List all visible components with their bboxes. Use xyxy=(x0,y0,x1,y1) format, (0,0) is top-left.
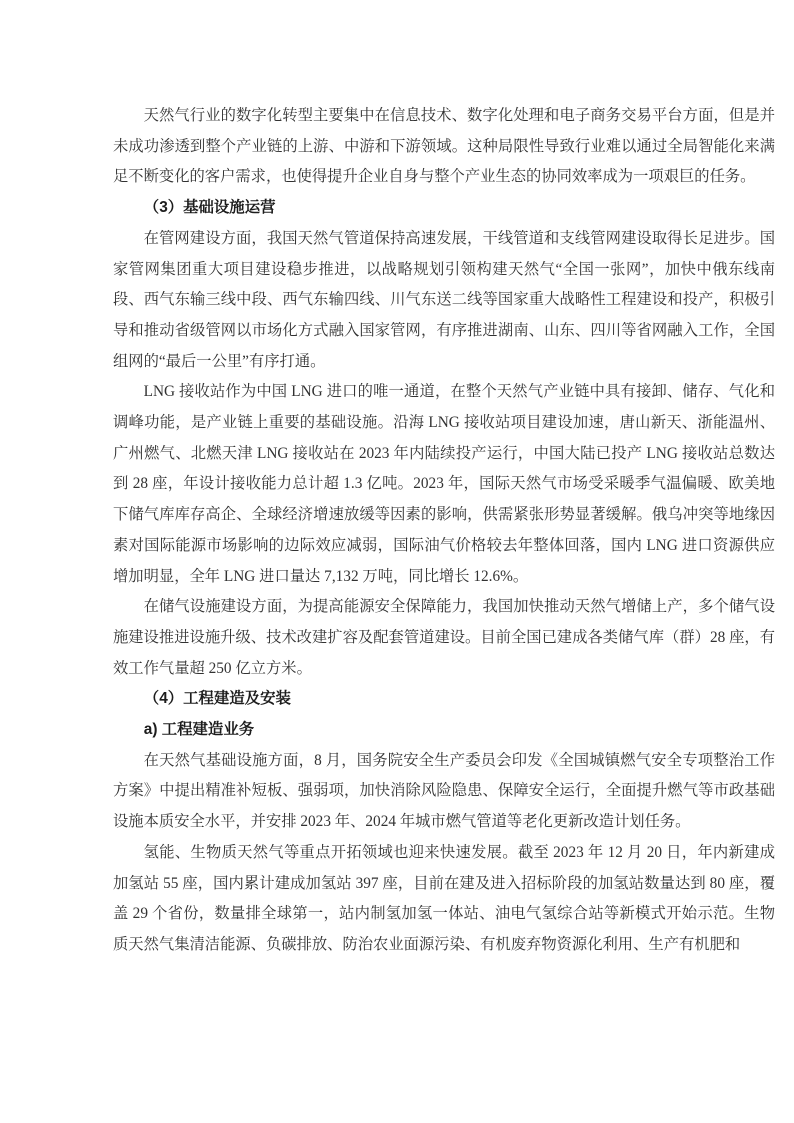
heading-engineering-construction-installation: （4）工程建造及安装 xyxy=(143,690,291,708)
para-pipeline-network: 在管网建设方面，我国天然气管道保持高速发展，干线管道和支线管网建设取得长足进步。国家管网集团重大项目建设稳步推进，以战略规划引领构建天然气“全国一张网”，加快中俄东线南段、西气东输三线中段、西气东输四线、川气东送二线等国家重大战略性工程建设和投产，积极引导和推动省级管网以市场化方式融入国家管网，有序推进湖南、山东、四川等省网融入工作，全国组网的“最后一公里”有序打通。 xyxy=(113,229,775,370)
subheading-engineering-construction-business: a) 工程建造业务 xyxy=(143,721,255,739)
para-lng-terminals: LNG 接收站作为中国 LNG 进口的唯一通道，在整个天然气产业链中具有接卸、储存、气化和调峰功能，是产业链上重要的基础设施。沿海 LNG 接收站项目建设加速，唐山新天、浙能温州、广州燃气、北燃天津 LNG 接收站在 2023 年内陆续投产运行，中国大陆已投产 LNG 接收站总数达到 28 座，年设计接收能力总计超 1.3 亿吨。2023 年，国际天然气市场受采暖季气温偏暖、欧美地下储气库库存高企、全球经济增速放缓等因素的影响，供需紧张形势显著缓解。俄乌冲突等地缘因素对国际能源市场影响的边际效应减弱，国际油气价格较去年整体回落，国内 LNG 进口资源供应增加明显，全年 LNG 进口量达 7,132 万吨，同比增长 12.6%。 xyxy=(113,383,775,585)
para-hydrogen-biogas-development: 氢能、生物质天然气等重点开拓领域也迎来快速发展。截至 2023 年 12 月 20 日，年内新建成加氢站 55 座，国内累计建成加氢站 397 座，目前在建及进入招标阶段的加氢站数量达到 80 座，覆盖 29 个省份，数量排全球第一，站内制氢加氢一体站、油电气氢综合站等新模式开始示范。生物质天然气集清洁能源、负碳排放、防治农业面源污染、有机废弃物资源化利用、生产有机肥和 xyxy=(113,843,775,953)
para-gas-storage: 在储气设施建设方面，为提高能源安全保障能力，我国加快推动天然气增储上产，多个储气设施建设推进设施升级、技术改建扩容及配套管道建设。目前全国已建成各类储气库（群）28 座，有效工作气量超 250 亿立方米。 xyxy=(113,598,775,677)
para-digital-transformation: 天然气行业的数字化转型主要集中在信息技术、数字化处理和电子商务交易平台方面，但是并未成功渗透到整个产业链的上游、中游和下游领域。这种局限性导致行业难以通过全局智能化来满足不断变化的客户需求，也使得提升企业自身与整个产业生态的协同效率成为一项艰巨的任务。 xyxy=(113,107,775,186)
page-body xyxy=(113,101,775,961)
para-gas-infrastructure-policy: 在天然气基础设施方面，8 月，国务院安全生产委员会印发《全国城镇燃气安全专项整治工作方案》中提出精准补短板、强弱项，加快消除风险隐患、保障安全运行，全面提升燃气等市政基础设施本质安全水平，并安排 2023 年、2024 年城市燃气管道等老化更新改造计划任务。 xyxy=(113,751,775,831)
heading-infrastructure-operations: （3）基础设施运营 xyxy=(143,199,276,217)
